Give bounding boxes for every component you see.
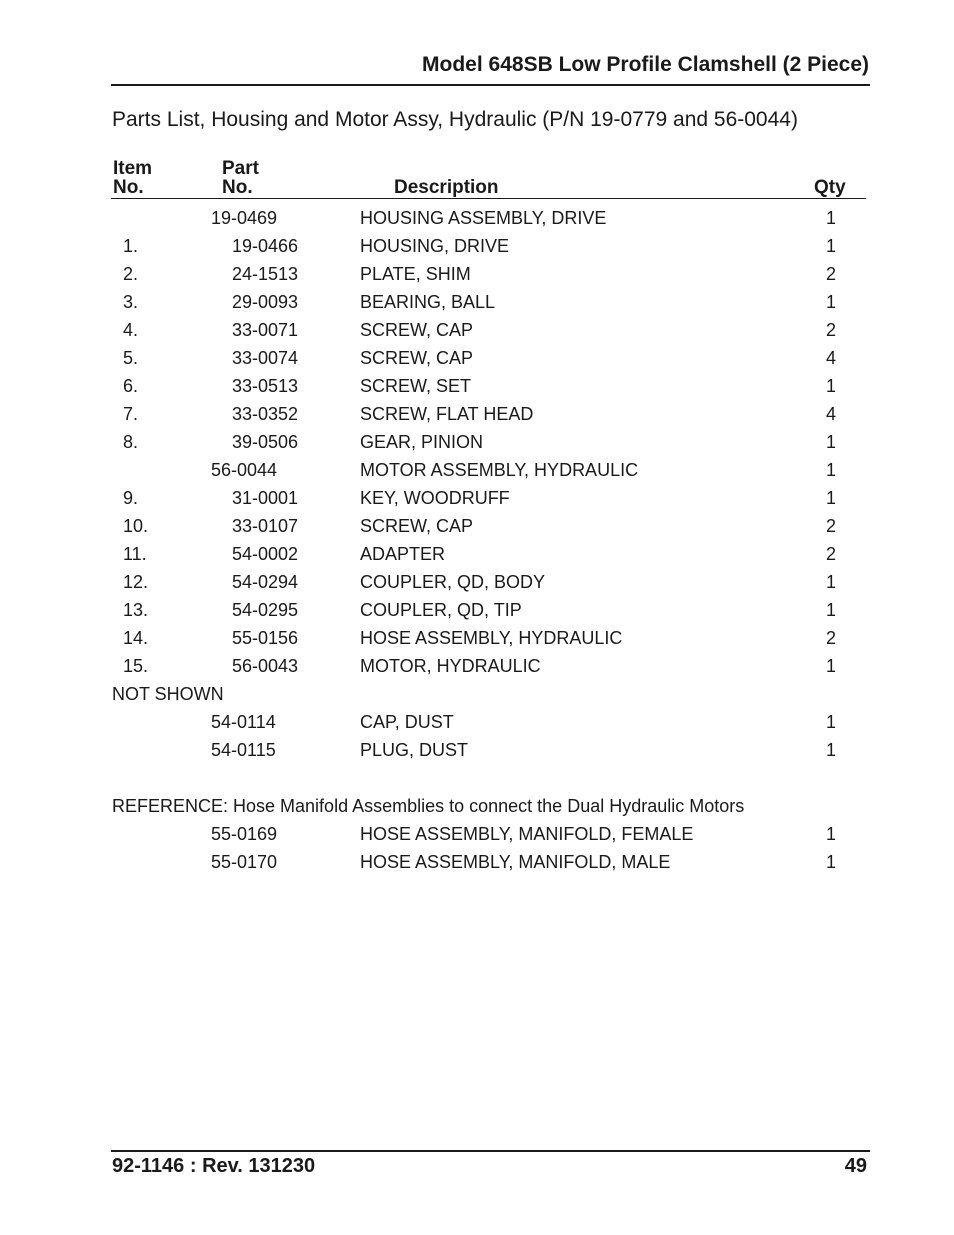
part-number: 33-0352	[232, 404, 299, 424]
part-quantity: 4	[825, 404, 836, 424]
reference-note: REFERENCE: Hose Manifold Assemblies to connect the Dual Hydraulic Motors	[112, 796, 745, 816]
column-header-item-line1: Item	[113, 158, 153, 179]
item-number: 7.	[123, 404, 139, 424]
part-description: PLATE, SHIM	[360, 264, 471, 284]
part-number: 33-0071	[232, 320, 299, 340]
part-quantity: 1	[825, 432, 836, 452]
part-row	[0, 260, 954, 288]
item-number: 2.	[123, 264, 139, 284]
part-number: 33-0107	[232, 516, 299, 536]
part-description: GEAR, PINION	[360, 432, 484, 452]
part-description: CAP, DUST	[360, 712, 454, 732]
part-row	[0, 232, 954, 260]
assembly-row	[0, 456, 954, 484]
item-number: 5.	[123, 348, 139, 368]
part-row	[0, 428, 954, 456]
part-quantity: 1	[825, 488, 836, 508]
part-quantity: 2	[825, 516, 836, 536]
part-number: 31-0001	[232, 488, 299, 508]
part-row	[0, 624, 954, 652]
column-header-description: Description	[394, 177, 499, 198]
part-description: COUPLER, QD, BODY	[360, 572, 546, 592]
part-number: 55-0156	[232, 628, 299, 648]
item-number: 1.	[123, 236, 139, 256]
part-quantity: 1	[825, 600, 836, 620]
part-number: 19-0469	[211, 208, 278, 228]
part-quantity: 2	[825, 628, 836, 648]
part-number: 39-0506	[232, 432, 299, 452]
item-number: 12.	[123, 572, 149, 592]
part-quantity: 1	[825, 376, 836, 396]
part-quantity: 2	[825, 264, 836, 284]
column-header-item	[113, 159, 152, 197]
part-description: SCREW, CAP	[360, 516, 474, 536]
reference-note-row	[0, 792, 954, 820]
part-description: PLUG, DUST	[360, 740, 469, 760]
item-number: 6.	[123, 376, 139, 396]
part-quantity: 1	[825, 740, 836, 760]
part-number: 33-0513	[232, 376, 299, 396]
part-quantity: 1	[825, 292, 836, 312]
item-number: 8.	[123, 432, 139, 452]
item-number: 13.	[123, 600, 149, 620]
part-description: SCREW, SET	[360, 376, 472, 396]
parts-list	[0, 204, 954, 876]
assembly-row	[0, 204, 954, 232]
part-quantity: 1	[825, 236, 836, 256]
column-header-part-line1: Part	[222, 158, 259, 179]
part-number: 54-0002	[232, 544, 299, 564]
footer-page-number: 49	[844, 1155, 867, 1177]
spacer-row	[0, 764, 954, 792]
item-number: 9.	[123, 488, 139, 508]
part-number: 54-0115	[211, 740, 276, 760]
part-row	[0, 848, 954, 876]
item-number: 14.	[123, 628, 149, 648]
part-description: SCREW, CAP	[360, 348, 474, 368]
part-row	[0, 652, 954, 680]
not-shown-heading-row	[0, 680, 954, 708]
part-quantity: 1	[825, 824, 836, 844]
part-quantity: 2	[825, 320, 836, 340]
part-row	[0, 736, 954, 764]
part-description: HOSE ASSEMBLY, HYDRAULIC	[360, 628, 623, 648]
part-number: 55-0170	[211, 852, 278, 872]
part-row	[0, 484, 954, 512]
part-number: 56-0044	[211, 460, 278, 480]
part-row	[0, 540, 954, 568]
item-number: 4.	[123, 320, 139, 340]
item-number: 15.	[123, 656, 149, 676]
part-row	[0, 372, 954, 400]
part-description: SCREW, CAP	[360, 320, 474, 340]
item-number: 10.	[123, 516, 149, 536]
part-quantity: 1	[825, 460, 836, 480]
part-description: SCREW, FLAT HEAD	[360, 404, 534, 424]
footer-rule	[111, 1150, 870, 1152]
part-row	[0, 316, 954, 344]
part-row	[0, 596, 954, 624]
section-title: Parts List, Housing and Motor Assy, Hydraulic (P/N 19-0779 and 56-0044)	[112, 108, 798, 131]
part-number: 55-0169	[211, 824, 278, 844]
part-description: COUPLER, QD, TIP	[360, 600, 522, 620]
part-quantity: 1	[825, 656, 836, 676]
part-number: 54-0295	[232, 600, 299, 620]
part-description: HOUSING, DRIVE	[360, 236, 510, 256]
part-number: 54-0294	[232, 572, 299, 592]
part-row	[0, 820, 954, 848]
column-header-rule	[111, 198, 866, 199]
header-rule	[111, 84, 870, 86]
part-number: 33-0074	[232, 348, 299, 368]
column-header-item-line2: No.	[113, 177, 144, 198]
part-row	[0, 288, 954, 316]
part-row	[0, 512, 954, 540]
part-description: MOTOR ASSEMBLY, HYDRAULIC	[360, 460, 639, 480]
part-quantity: 1	[825, 712, 836, 732]
part-number: 19-0466	[232, 236, 299, 256]
item-number: 11.	[123, 544, 147, 564]
part-description: HOSE ASSEMBLY, MANIFOLD, MALE	[360, 852, 671, 872]
part-description: HOUSING ASSEMBLY, DRIVE	[360, 208, 607, 228]
part-description: ADAPTER	[360, 544, 446, 564]
part-description: BEARING, BALL	[360, 292, 496, 312]
part-row	[0, 708, 954, 736]
item-number: 3.	[123, 292, 139, 312]
page-header-title: Model 648SB Low Profile Clamshell (2 Piece)	[422, 53, 869, 76]
part-description: HOSE ASSEMBLY, MANIFOLD, FEMALE	[360, 824, 694, 844]
part-row	[0, 344, 954, 372]
column-header-part	[222, 159, 259, 197]
part-quantity: 1	[825, 852, 836, 872]
column-header-part-line2: No.	[222, 177, 253, 198]
part-number: 54-0114	[211, 712, 276, 732]
part-quantity: 1	[825, 208, 836, 228]
part-quantity: 2	[825, 544, 836, 564]
not-shown-label: NOT SHOWN	[112, 684, 224, 704]
part-number: 29-0093	[232, 292, 299, 312]
column-header-qty: Qty	[814, 177, 846, 198]
part-number: 56-0043	[232, 656, 299, 676]
part-description: KEY, WOODRUFF	[360, 488, 510, 508]
part-quantity: 4	[825, 348, 836, 368]
part-description: MOTOR, HYDRAULIC	[360, 656, 541, 676]
part-row	[0, 568, 954, 596]
part-number: 24-1513	[232, 264, 299, 284]
footer-doc-revision: 92-1146 : Rev. 131230	[112, 1155, 316, 1177]
part-quantity: 1	[825, 572, 836, 592]
part-row	[0, 400, 954, 428]
